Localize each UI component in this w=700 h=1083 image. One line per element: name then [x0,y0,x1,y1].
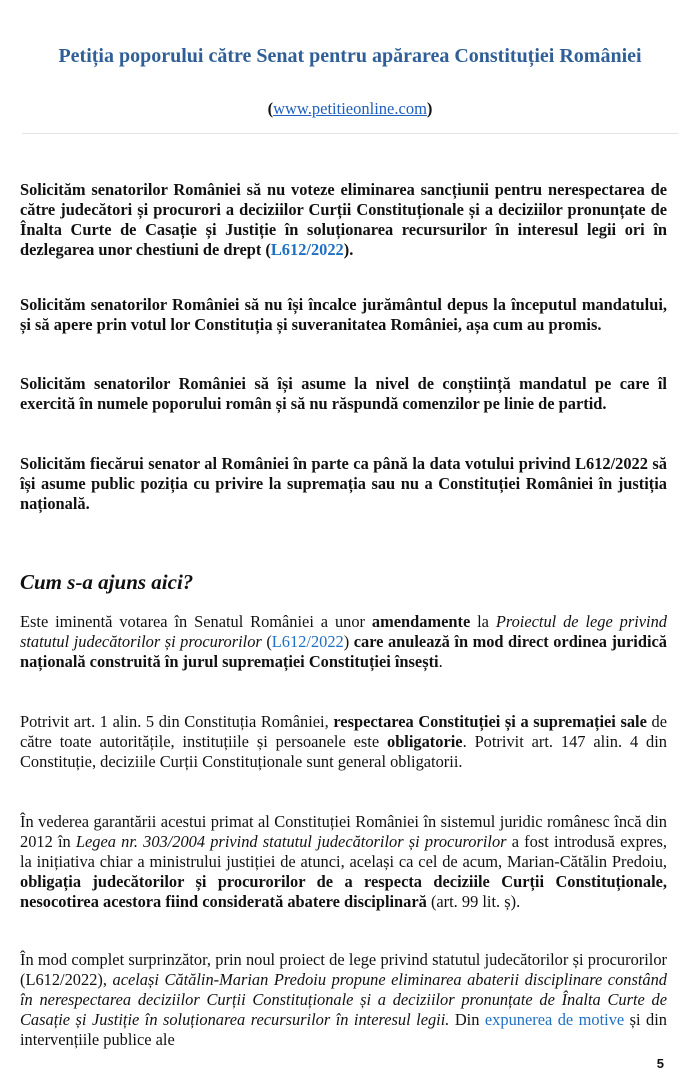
source-url-line [0,98,700,120]
p4-italic-statement: același Cătălin-Marian Predoiu propune eliminarea abaterii disciplinare constând în nerespectarea deciziilor Curții Constituționale și a deciziilor pronunțate de Înalta Curte de Casație și Justiție în soluționarea recursurilor în interesul legii. [20,970,667,1029]
p2-text-a: Potrivit art. 1 alin. 5 din Constituția României, [20,712,334,731]
body-paragraph-4 [20,950,667,1050]
p2-bold-mandatory: obligatorie [387,732,463,751]
p3-text-c: a fost introdusă expres, la inițiativa chiar a ministrului justiției de atunci, același ca cel de acum, Marian-Cătălin Predoiu, [20,832,667,871]
p4-text-a: În mod complet surprinzător, prin noul proiect de lege privind statutul judecătorilor și procurorilor (L612/2022), [20,950,667,989]
source-url-link[interactable]: www.petitieonline.com [273,99,427,118]
p3-text-a: În vederea garantării acestui primat al Constituției României în sistemul juridic românesc încă din 2012 în [20,812,667,851]
p1-law-link[interactable]: L612/2022 [271,632,344,651]
p3-bold-obligation: obligația judecătorilor și procurorilor de a respecta deciziile Curții Constituționale, nesocotirea acestora fiind considerată abatere disciplinară [20,872,667,911]
request-1-text: Solicităm senatorilor României să nu voteze eliminarea sancțiunii pentru nerespectarea de către judecători și procurori a deciziilor Curții Constituționale și a deciziilor pronunțate de Înalta Curte de Casație și Justiție în soluționarea recursurilor în interesul legii ori în dezlegarea unor chestiuni de drept ( [20,180,667,259]
p1-text-c: la [470,612,496,631]
body-paragraph-1 [20,612,667,672]
request-paragraph-3: Solicităm senatorilor României să își asume la nivel de conștiință mandatul pe care îl exercită în numele poporului român și să nu răspundă comenzilor pe linie de partid. [20,374,667,413]
body-paragraph-2 [20,712,667,772]
law-reference-link[interactable]: L612/2022 [270,240,344,259]
p2-bold-respect: respectarea Constituției și a supremației sale [333,712,647,731]
p2-text-c: de către toate autoritățile, instituțiile și persoanele este [20,712,667,751]
p1-text-a: Este iminentă votarea în Senatul României a unor [20,612,372,631]
section-heading: Cum s-a ajuns aici? [20,570,194,594]
url-close-paren: ) [426,99,433,118]
explanatory-memorandum-link[interactable]: expunerea de motive [484,1010,625,1029]
p1-text-i: . [438,652,443,671]
p1-text-g: ) [343,632,354,651]
p3-text-e: (art. 99 lit. ș). [426,892,521,911]
header-divider [22,133,678,134]
p1-text-e: ( [261,632,272,651]
request-paragraph-4: Solicităm fiecărui senator al României în parte ca până la data votului privind L612/2022 să își asume public poziția cu privire la supremația sau nu a Constituției României în justiția națională. [20,454,667,513]
p1-bold-amendments: amendamente [371,612,471,631]
body-paragraph-3 [20,812,667,912]
p1-italic-project-title: Proiectul de lege privind statutul judecătorilor și procurorilor [20,612,667,651]
p1-bold-statement: care anulează în mod direct ordinea juridică națională construită în jurul supremației Constituției însești [20,632,668,671]
p2-text-e: . Potrivit art. 147 alin. 4 din Constituție, deciziile Curții Constituționale sunt general obligatorii. [20,732,667,771]
request-1-end: ). [343,240,354,259]
request-paragraph-1 [20,180,667,260]
page-title: Petiția poporului către Senat pentru apărarea Constituției României [58,45,642,67]
url-open-paren: ( [267,99,274,118]
p4-text-e: și din intervențiile publice ale [20,1010,668,1049]
page-number: 5 [656,1056,664,1071]
p4-text-c: Din [449,1010,485,1029]
request-paragraph-2: Solicităm senatorilor României să nu își încalce jurământul depus la începutul mandatului, și să apere prin votul lor Constituția și suveranitatea României, așa cum au promis. [20,295,667,334]
p3-italic-law-title: Legea nr. 303/2004 privind statutul judecătorilor și procurorilor [75,832,507,851]
